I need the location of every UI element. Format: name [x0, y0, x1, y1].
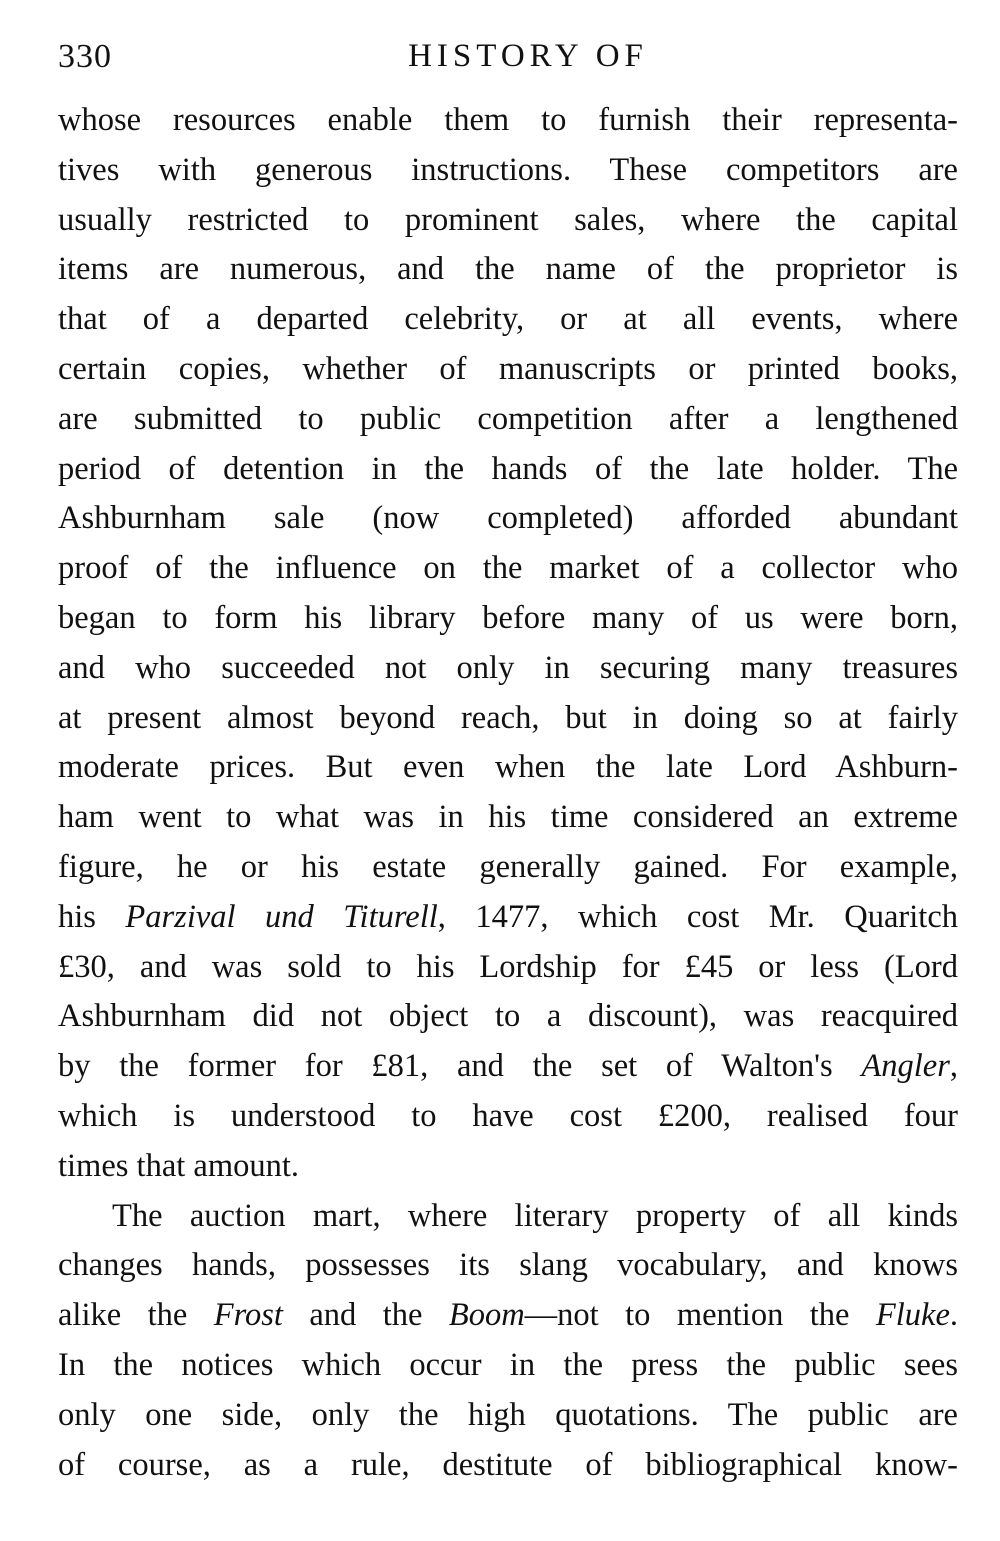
italic-term: Boom	[448, 1297, 525, 1334]
italic-term: Frost	[213, 1297, 283, 1334]
text-line: by the former for £81, and the set of Walton's Angler,	[58, 1048, 958, 1085]
text-line: figure, he or his estate generally gained. For example,	[58, 848, 958, 885]
text-line: period of detention in the hands of the late holder. The	[58, 450, 958, 487]
text-line: alike the Frost and the Boom—not to mention the Fluke.	[58, 1297, 958, 1334]
running-head	[58, 34, 958, 82]
text-line: and who succeeded not only in securing many treasures	[58, 649, 958, 686]
text-line: £30, and was sold to his Lordship for £45 or less (Lord	[58, 948, 958, 985]
text-line: In the notices which occur in the press the public sees	[58, 1346, 958, 1383]
text-line: of course, as a rule, destitute of bibliographical know-	[58, 1446, 958, 1483]
page-number: 330	[58, 38, 112, 75]
text-line: at present almost beyond reach, but in doing so at fairly	[58, 699, 958, 736]
italic-term: Fluke	[875, 1297, 950, 1334]
text-line: are submitted to public competition after a lengthened	[58, 400, 958, 437]
running-title: HISTORY OF	[408, 38, 648, 74]
text-line: began to form his library before many of us were born,	[58, 599, 958, 636]
text-line: tives with generous instructions. These competitors are	[58, 151, 958, 188]
text-line: The auction mart, where literary property of all kinds	[112, 1197, 958, 1234]
text-line: which is understood to have cost £200, realised four	[58, 1097, 958, 1134]
text-line: ham went to what was in his time considered an extreme	[58, 799, 958, 836]
text-line: whose resources enable them to furnish their representa-	[58, 102, 958, 138]
text-line: his Parzival und Titurell, 1477, which cost Mr. Quaritch	[58, 898, 958, 935]
text-line: usually restricted to prominent sales, where the capital	[58, 201, 958, 238]
text-line: changes hands, possesses its slang vocabulary, and knows	[58, 1247, 958, 1284]
text-line: Ashburnham sale (now completed) afforded abundant	[58, 500, 958, 537]
paragraph-2	[58, 1192, 958, 1491]
text-line: proof of the influence on the market of a collector who	[58, 550, 958, 587]
text-line: that of a departed celebrity, or at all events, where	[58, 301, 958, 338]
text-line: Ashburnham did not object to a discount), was reacquired	[58, 998, 958, 1035]
text-line: times that amount.	[58, 1147, 300, 1184]
text-line: moderate prices. But even when the late Lord Ashburn-	[58, 749, 958, 786]
text-line: items are numerous, and the name of the proprietor is	[58, 251, 958, 288]
italic-title: Angler	[861, 1048, 950, 1085]
text-line: only one side, only the high quotations. The public are	[58, 1396, 958, 1433]
paragraph-1	[58, 96, 958, 1192]
text-line: certain copies, whether of manuscripts or printed books,	[58, 350, 958, 387]
italic-title: Parzival und Titurell	[125, 898, 438, 935]
